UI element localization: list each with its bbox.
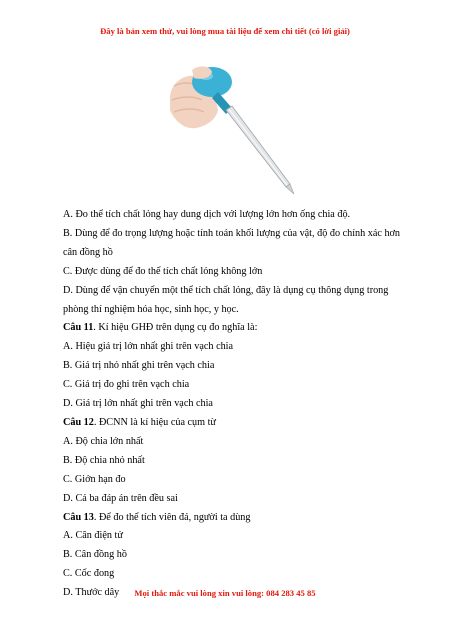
- option-d-prev: D. Dùng để vận chuyển một thể tích chất lỏng, đây là dụng cụ thông dụng trong phòng thí nghiệm hóa học, sinh học, y học.: [63, 284, 389, 315]
- q13-option-c: C. Cốc đong: [63, 568, 115, 580]
- question-text: . ĐCNN là kí hiệu của cụm từ: [93, 416, 216, 428]
- question-label: Câu 12: [63, 416, 94, 428]
- preview-notice: Đây là bản xem thử, vui lòng mua tài liệu để xem chi tiết (có lời giải): [100, 26, 350, 36]
- question-13: [63, 509, 403, 528]
- q11-option-b: B. Giá trị nhỏ nhất ghi trên vạch chia: [63, 360, 215, 372]
- q12-option-d: D. Cả ba đáp án trên đều sai: [63, 492, 178, 504]
- contact-notice: Mọi thắc mắc vui lòng xin vui lòng: 084 283 45 85: [134, 588, 316, 598]
- q12-option-c: C. Giớn hạn đo: [63, 473, 126, 485]
- document-body: [63, 206, 403, 603]
- option-b-prev: B. Dùng để đo trọng lượng hoặc tính toán khối lượng của vật, độ đo chính xác hơn cân đồng hồ: [63, 227, 401, 258]
- q11-option-d: D. Giá trị lớn nhất ghi trên vạch chia: [63, 398, 213, 410]
- question-label: Câu 11: [63, 322, 94, 334]
- question-label: Câu 13: [63, 511, 94, 523]
- q13-option-b: B. Cân đồng hồ: [63, 549, 127, 561]
- q13-option-a: A. Cân điện tử: [63, 530, 123, 542]
- q11-option-c: C. Giá trị đo ghi trên vạch chia: [63, 379, 190, 391]
- option-a-prev: A. Đo thể tích chất lỏng hay dung dịch với lượng lớn hơn ống chia độ.: [63, 209, 351, 220]
- q12-option-b: B. Độ chia nhỏ nhất: [63, 454, 145, 466]
- option-c-prev: C. Được dùng để đo thể tích chất lỏng không lớn: [63, 265, 263, 277]
- question-text: . Để đo thể tích viên đá, người ta dùng: [93, 511, 251, 523]
- q12-option-a: A. Độ chia lớn nhất: [63, 435, 144, 447]
- question-11: [63, 319, 403, 338]
- q13-option-d: D. Thước dây: [63, 587, 120, 599]
- question-12: [63, 414, 403, 433]
- question-text: . Kí hiệu GHĐ trên dụng cụ đo nghĩa là:: [93, 322, 258, 334]
- pipette-image: [166, 56, 302, 198]
- q11-option-a: A. Hiệu giá trị lớn nhất ghi trên vạch chia: [63, 341, 234, 353]
